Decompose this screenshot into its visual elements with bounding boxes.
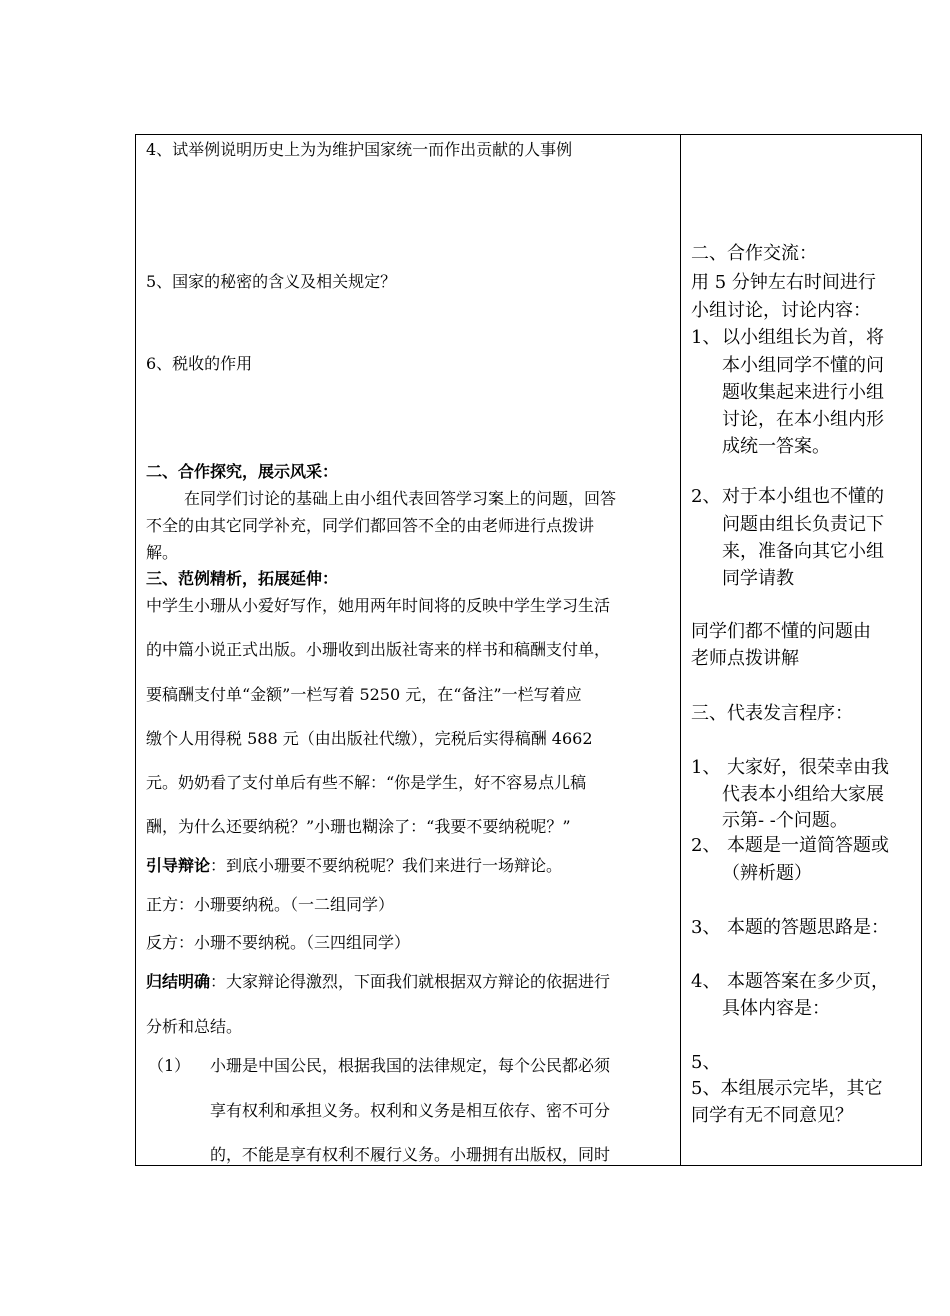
step-2-line: 本题是一道简答题或 [727,835,889,856]
case-line: 酬，为什么还要纳税？”小珊也糊涂了：“我要不要纳税呢？” [146,817,571,836]
step-4-line: 具体内容是： [722,998,830,1019]
question-6: 6、税收的作用 [146,354,253,373]
section-2-para-line: 在同学们讨论的基础上由小组代表回答学习案上的问题，回答 [184,489,617,508]
point-1-line: 的，不能是享有权利不履行义务。小珊拥有出版权，同时 [210,1145,611,1164]
con-side: 反方：小珊不要纳税。（三四组同学） [146,933,411,952]
guide-debate [146,856,562,876]
guide-label: 引导辩论 [146,856,211,875]
case-line: 中学生小珊从小爱好写作，她用两年时间将的反映中学生学习生活 [146,596,611,615]
question-5: 5、国家的秘密的含义及相关规定？ [146,272,397,291]
point-1-line: 享有权利和承担义务。权利和义务是相互依存、密不可分 [210,1101,611,1120]
conclude-text: ：大家辩论得激烈，下面我们就根据双方辩论的依据进行 [210,972,611,991]
conclusion [146,972,610,992]
item-1-line: 以小组组长为首，将 [722,327,884,348]
cooperation-title: 二、合作交流： [691,243,817,264]
conclude-label: 归结明确 [146,972,211,991]
step-2-number: 2、 [691,835,721,856]
case-line: 的中篇小说正式出版。小珊收到出版社寄来的样书和稿酬支付单， [146,640,611,659]
closing-line: 5、本组展示完毕，其它 [691,1078,883,1099]
teacher-note: 老师点拨讲解 [691,648,799,669]
item-2-line: 问题由组长负责记下 [722,514,884,535]
item-1-number: 1、 [691,327,721,348]
guide-text: ：到底小珊要不要纳税呢？我们来进行一场辩论。 [210,856,563,875]
item-2-number: 2、 [691,486,721,507]
case-line: 缴个人用得税 588 元（由出版社代缴），完税后实得稿酬 4662 [146,729,593,748]
cooperation-intro: 用 5 分钟左右时间进行 [691,272,876,293]
item-1-line: 题收集起来进行小组 [722,382,884,403]
point-1-number: （1） [148,1056,191,1075]
item-1-line: 成统一答案。 [722,436,830,457]
section-3-title: 三、范例精析，拓展延伸： [146,569,339,588]
step-2-line: （辨析题） [722,863,812,884]
closing-line: 同学有无不同意见？ [691,1105,853,1126]
item-2-line: 来，准备向其它小组 [722,541,884,562]
step-3-number: 3、 [691,917,721,938]
step-5-number: 5、 [691,1052,721,1073]
conclusion-line: 分析和总结。 [146,1017,243,1036]
step-4-number: 4、 [691,971,721,992]
step-4-line: 本题答案在多少页， [727,971,889,992]
section-2-para-line: 不全的由其它同学补充，同学们都回答不全的由老师进行点拨讲 [146,516,595,535]
speech-procedure-title: 三、代表发言程序： [691,703,853,724]
step-1-line: 大家好，很荣幸由我 [727,757,889,778]
point-1-line: 小珊是中国公民，根据我国的法律规定，每个公民都必须 [210,1056,611,1075]
section-2-title: 二、合作探究，展示风采： [146,462,339,481]
item-1-line: 讨论，在本小组内形 [722,409,884,430]
section-2-para-line: 解。 [146,543,179,562]
step-1-line: 示第- -个问题。 [722,810,848,831]
teacher-note: 同学们都不懂的问题由 [691,621,871,642]
question-4: 4、试举例说明历史上为为维护国家统一而作出贡献的人事例 [146,140,573,159]
step-1-line: 代表本小组给大家展 [722,784,884,805]
column-divider [680,134,681,1166]
case-line: 要稿酬支付单“金额”一栏写着 5250 元，在“备注”一栏写着应 [146,685,582,704]
pro-side: 正方：小珊要纳税。（一二组同学） [146,895,395,914]
item-1-line: 本小组同学不懂的问 [722,355,884,376]
cooperation-intro: 小组讨论，讨论内容： [691,300,871,321]
step-3-text: 本题的答题思路是： [727,917,889,938]
item-2-line: 对于本小组也不懂的 [722,486,884,507]
case-line: 元。奶奶看了支付单后有些不解：“你是学生，好不容易点儿稿 [146,773,587,792]
step-1-number: 1、 [691,757,721,778]
item-2-line: 同学请教 [722,568,794,589]
